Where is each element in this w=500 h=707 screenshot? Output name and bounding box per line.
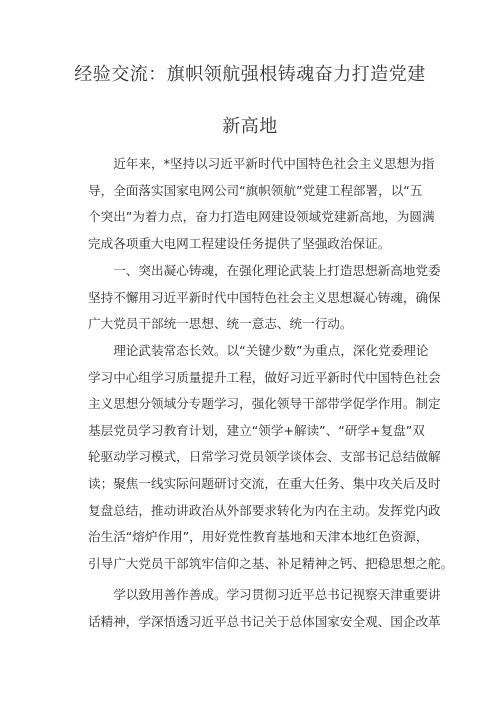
paragraph-line: 广大党员干部统一思想、统一意志、统一行动。 <box>88 316 353 332</box>
paragraph-line: 引导广大党员干部筑牢信仰之基、补足精神之钙、把稳思想之舵。 <box>88 555 454 571</box>
paragraph-line: 话精神，学深悟透习近平总书记关于总体国家安全观、国企改革 <box>88 613 441 629</box>
paragraph-theory-study <box>88 338 454 577</box>
paragraph-intro <box>88 151 438 257</box>
paragraph-line: 基层党员学习教育计划，建立“领学+解读”、“研学+复盘”双 <box>88 422 425 438</box>
paragraph-apply-learning <box>88 582 441 635</box>
paragraph-line: 个突出”为着力点，奋力打造电网建设领域党建新高地，为圆满 <box>88 209 435 225</box>
paragraph-line: 学以致用善作善成。学习贯彻习近平总书记视察天津重要讲 <box>88 587 441 602</box>
paragraph-line: 一、突出凝心铸魂，在强化理论武装上打造思想新高地党委 <box>88 263 441 278</box>
paragraph-line: 理论武装常态长效。以“关键少数”为重点，深化党委理论 <box>88 343 429 358</box>
paragraph-line: 导，全面落实国家电网公司“旗帜领航”党建工程部署，以“五 <box>88 182 423 198</box>
document-title-line-1: 经验交流：旗帜领航强根铸魂奋力打造党建 <box>74 64 426 85</box>
paragraph-line: 近年来，*坚持以习近平新时代中国特色社会主义思想为指 <box>88 156 435 171</box>
paragraph-line: 治生活“熔炉作用”，用好党性教育基地和天津本地红色资源， <box>88 529 429 545</box>
paragraph-line: 复盘总结，推动讲政治从外部要求转化为内在主动。发挥党内政 <box>88 502 441 518</box>
document-title-line-2: 新高地 <box>222 116 278 137</box>
paragraph-line: 学习中心组学习质量提升工程，做好习近平新时代中国特色社会 <box>88 369 441 385</box>
paragraph-line: 主义思想分领域分专题学习，强化领导干部带学促学作用。制定 <box>88 396 441 412</box>
paragraph-line: 完成各项重大电网工程建设任务提供了坚强政治保证。 <box>88 235 391 251</box>
paragraph-section-1 <box>88 258 441 338</box>
paragraph-line: 读；聚焦一线实际问题研讨交流，在重大任务、集中攻关后及时 <box>88 475 441 491</box>
paragraph-line: 轮驱动学习模式，日常学习党员领学谈体会、支部书记总结做解 <box>88 449 441 465</box>
paragraph-line: 坚持不懈用习近平新时代中国特色社会主义思想凝心铸魂，确保 <box>88 289 441 305</box>
